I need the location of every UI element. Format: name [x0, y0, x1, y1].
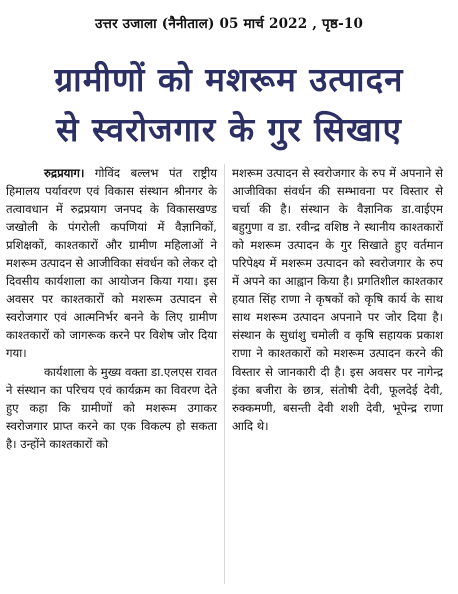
- masthead: उत्तर उजाला (नैनीताल) 05 मार्च 2022 , पृष्ठ-10: [94, 16, 364, 32]
- column-divider: [224, 164, 225, 584]
- article-column-left: [6, 164, 217, 453]
- dateline: रुद्रप्रयाग।: [44, 166, 85, 180]
- article-paragraph-3: मशरूम उत्पादन से स्वरोजगार के रुप में अपनाने से आजीविका संवर्धन की सम्भावना पर विस्तार से चर्चा की है। संस्थान के वैज्ञानिक डा.वाईएम बहुगुणा व डा. रवीन्द्र वशिष्ठ ने स्थानीय काश्तकारों को मशरूम उत्पादन के गुर सिखाते हुए वर्तमान परिपेक्ष्य में मशरूम उत्पादन को स्वरोजगार के रुप में अपने का आह्वान किया है। प्रगतिशील काश्तकार हयात सिंह राणा ने कृषकों को कृषि कार्य के साथ साथ मशरूम उत्पादन अपनाने पर जोर दिया है। संस्थान के सुधांशु चमोली व कृषि सहायक प्रकाश राणा ने काश्तकारों को मशरूम उत्पादन करने की विस्तार से जानकारी दी है। इस अवसर पर नागेन्द्र इंका बजीरा के छात्र, संतोषी देवी, फूलदेई देवी, रुक्कमणी, बसन्ती देवी शशी देवी, भूपेन्द्र राणा आदि थे।: [232, 166, 443, 433]
- article-paragraph-1-text: गोविंद बल्लभ पंत राष्ट्रीय हिमालय पर्यावरण एवं विकास संस्थान श्रीनगर के तत्वावधान में रुद्रप्रयाग जनपद के विकासखण्ड जखोली के पंगरोली कपणियां में वैज्ञानिकों, प्रशिक्षकों, काश्तकारों और ग्रामीण महिलाओं ने मशरूम उत्पादन से आजीविका संवर्धन को लेकर दो दिवसीय कार्यशाला का आयोजन किया गया। इस अवसर पर काश्तकारों को मशरूम उत्पादन से स्वरोजगार एवं आत्मनिर्भर बनने के लिए ग्रामीण काश्तकारों को जागरूक करने पर विशेष जोर दिया गया।: [6, 166, 217, 361]
- article-column-right: [232, 164, 443, 435]
- article-paragraph-1: [6, 164, 217, 363]
- article-paragraph-2: कार्यशाला के मुख्य वक्ता डा.एलएस रावत ने संस्थान का परिचय एवं कार्यक्रम का विवरण देते हुए कहा कि ग्रामीणों को मशरूम उगाकर स्वरोजगार प्राप्त करने का एक विकल्प हो सकता है। उन्होंने काश्तकारों को: [6, 364, 217, 451]
- headline-line-1: ग्रामीणों को मशरूम उत्पादन: [54, 60, 404, 99]
- headline-line-2: से स्वरोजगार के गुर सिखाए: [56, 110, 402, 149]
